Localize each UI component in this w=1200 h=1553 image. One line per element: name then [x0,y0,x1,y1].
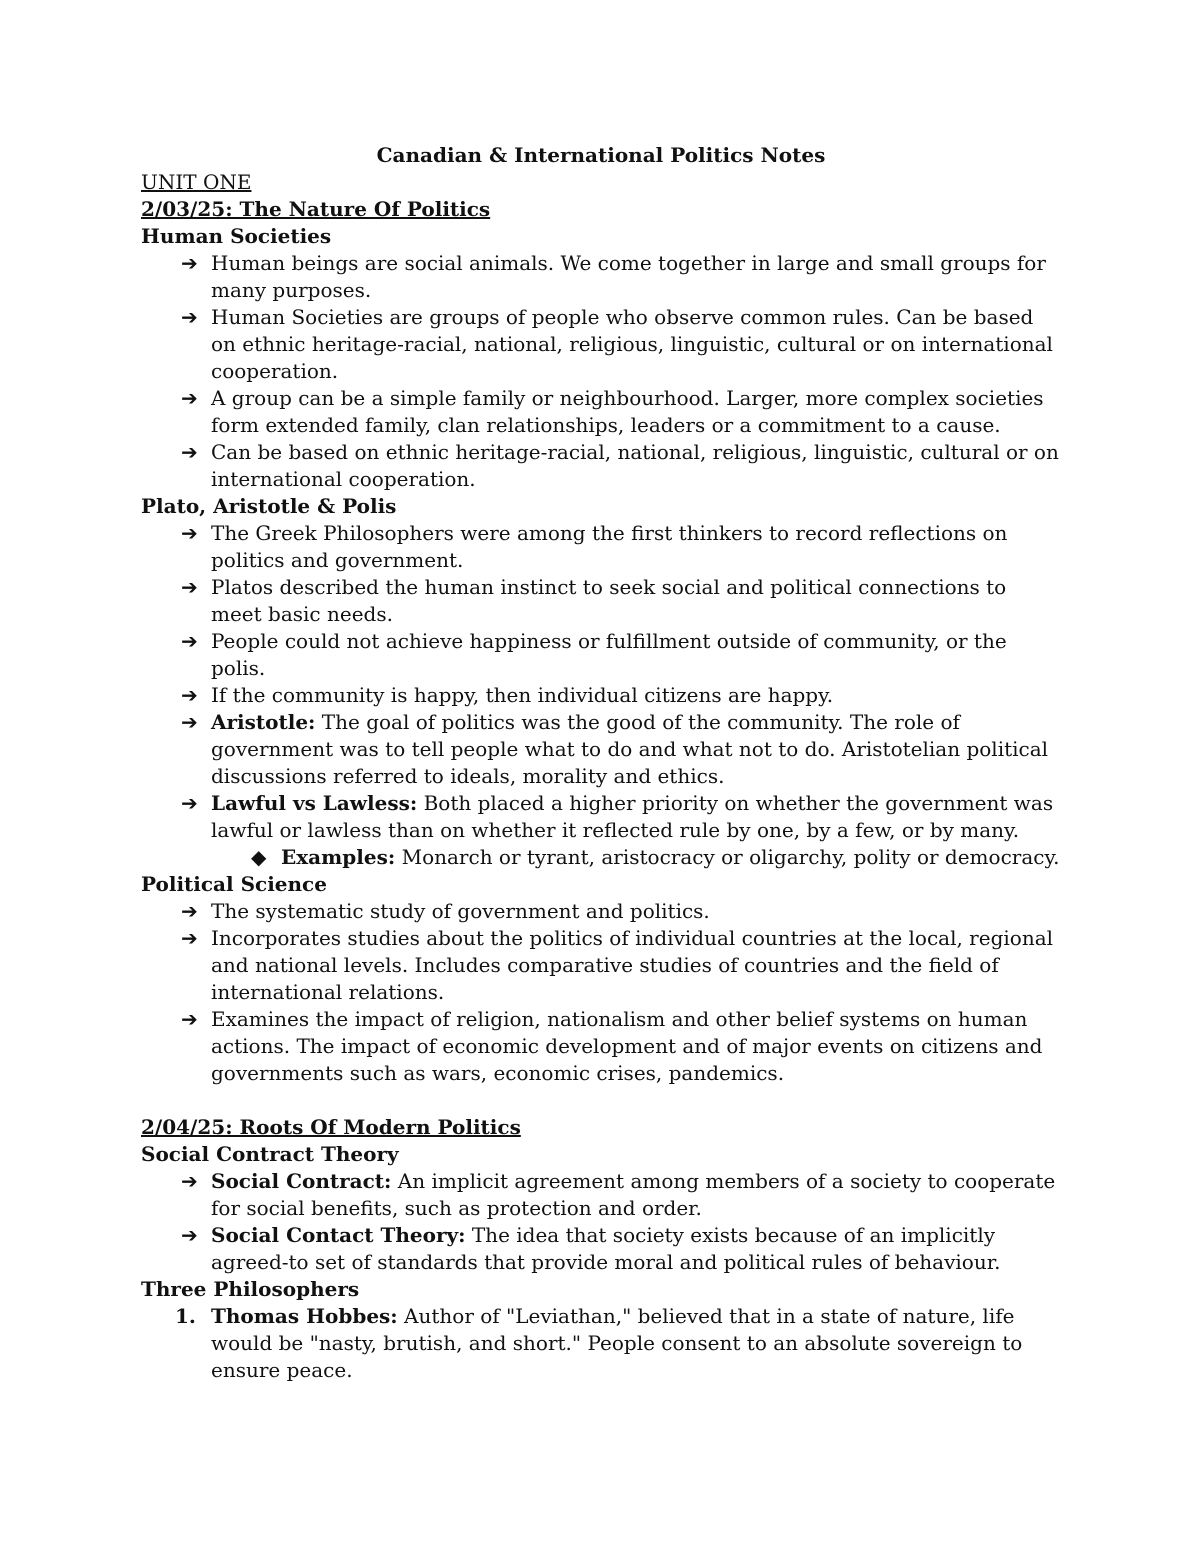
item-text: The Greek Philosophers were among the first thinkers to record reflections on politics and government. [211,521,1008,572]
arrow-icon: ➔ [181,575,198,599]
arrow-icon: ➔ [181,1169,198,1193]
section-heading: Plato, Aristotle & Polis [141,494,397,518]
item-term: Thomas Hobbes: [211,1304,398,1328]
item-text: Examines the impact of religion, nationalism and other belief systems on human actions. The impact of economic development and of major events on citizens and governments such as wars, economic crises, pandemics. [211,1007,1043,1085]
list-item [141,1222,1061,1276]
arrow-icon: ➔ [181,629,198,653]
item-text: An implicit agreement among members of a society to cooperate for social benefits, such as protection and order. [211,1169,1056,1220]
arrow-icon: ➔ [181,791,198,815]
item-text: Platos described the human instinct to seek social and political connections to meet basic needs. [211,575,1007,626]
item-text: Incorporates studies about the politics of individual countries at the local, regional and national levels. Includes comparative studies of countries and the field of international relations. [211,926,1054,1004]
item-text: Human beings are social animals. We come together in large and small groups for many purposes. [211,251,1046,302]
document-title: Canadian & International Politics Notes [376,143,826,167]
list-item [141,790,1061,844]
numbered-list [141,1303,1061,1384]
list-item [141,1006,1061,1087]
bullet-list [141,520,1061,871]
list-item [141,304,1061,385]
list-item [141,925,1061,1006]
arrow-icon: ➔ [181,683,198,707]
section-heading: Human Societies [141,224,332,248]
arrow-icon: ➔ [181,305,198,329]
list-item [141,709,1061,790]
bullet-list [141,1168,1061,1276]
arrow-icon: ➔ [181,440,198,464]
unit-heading: UNIT ONE [141,170,252,194]
document-body [141,142,1061,1384]
section-heading: Political Science [141,872,327,896]
item-text: Monarch or tyrant, aristocracy or oligarchy, polity or democracy. [395,845,1060,869]
lecture-date-heading: 2/03/25: The Nature Of Politics [141,197,491,221]
item-text: The idea that society exists because of an implicitly agreed-to set of standards that provide moral and political rules of behaviour. [211,1223,1001,1274]
diamond-icon: ◆ [251,845,267,869]
arrow-icon: ➔ [181,926,198,950]
list-item [141,682,1061,709]
arrow-icon: ➔ [181,251,198,275]
list-item [141,1303,1061,1384]
list-item [141,628,1061,682]
section-heading: Three Philosophers [141,1277,360,1301]
item-text: A group can be a simple family or neighbourhood. Larger, more complex societies form extended family, clan relationships, leaders or a commitment to a cause. [211,386,1044,437]
list-item [141,385,1061,439]
bullet-list [141,898,1061,1087]
item-text: If the community is happy, then individual citizens are happy. [211,683,834,707]
arrow-icon: ➔ [181,386,198,410]
item-text: People could not achieve happiness or fulfillment outside of community, or the polis. [211,629,1007,680]
section-heading: Social Contract Theory [141,1142,399,1166]
item-text: Can be based on ethnic heritage-racial, national, religious, linguistic, cultural or on international cooperation. [211,440,1059,491]
arrow-icon: ➔ [181,1223,198,1247]
list-item [141,250,1061,304]
lecture-date-heading: 2/04/25: Roots Of Modern Politics [141,1115,521,1139]
item-text: Author of "Leviathan," believed that in a state of nature, life would be "nasty, brutish, and short." People consent to an absolute sovereign to ensure peace. [211,1304,1023,1382]
item-term: Aristotle: [211,710,316,734]
item-term: Social Contract: [211,1169,392,1193]
sub-list-item [141,844,1061,871]
item-term: Examples: [281,845,396,869]
list-item [141,898,1061,925]
arrow-icon: ➔ [181,521,198,545]
list-item [141,1168,1061,1222]
item-text: The systematic study of government and politics. [211,899,710,923]
item-text: Human Societies are groups of people who observe common rules. Can be based on ethnic heritage-racial, national, religious, linguistic, cultural or on international cooperation. [211,305,1053,383]
item-term: Lawful vs Lawless: [211,791,418,815]
list-item [141,520,1061,574]
item-text: The goal of politics was the good of the community. The role of government was to tell people what to do and what not to do. Aristotelian political discussions referred to ideals, morality and ethics. [211,710,1049,788]
item-term: Social Contact Theory: [211,1223,466,1247]
arrow-icon: ➔ [181,710,198,734]
list-item [141,439,1061,493]
arrow-icon: ➔ [181,899,198,923]
blank-line [141,1087,1061,1114]
arrow-icon: ➔ [181,1007,198,1031]
bullet-list [141,250,1061,493]
item-number: 1. [175,1304,196,1328]
list-item [141,574,1061,628]
item-text: Both placed a higher priority on whether the government was lawful or lawless than on whether it reflected rule by one, by a few, or by many. [211,791,1054,842]
